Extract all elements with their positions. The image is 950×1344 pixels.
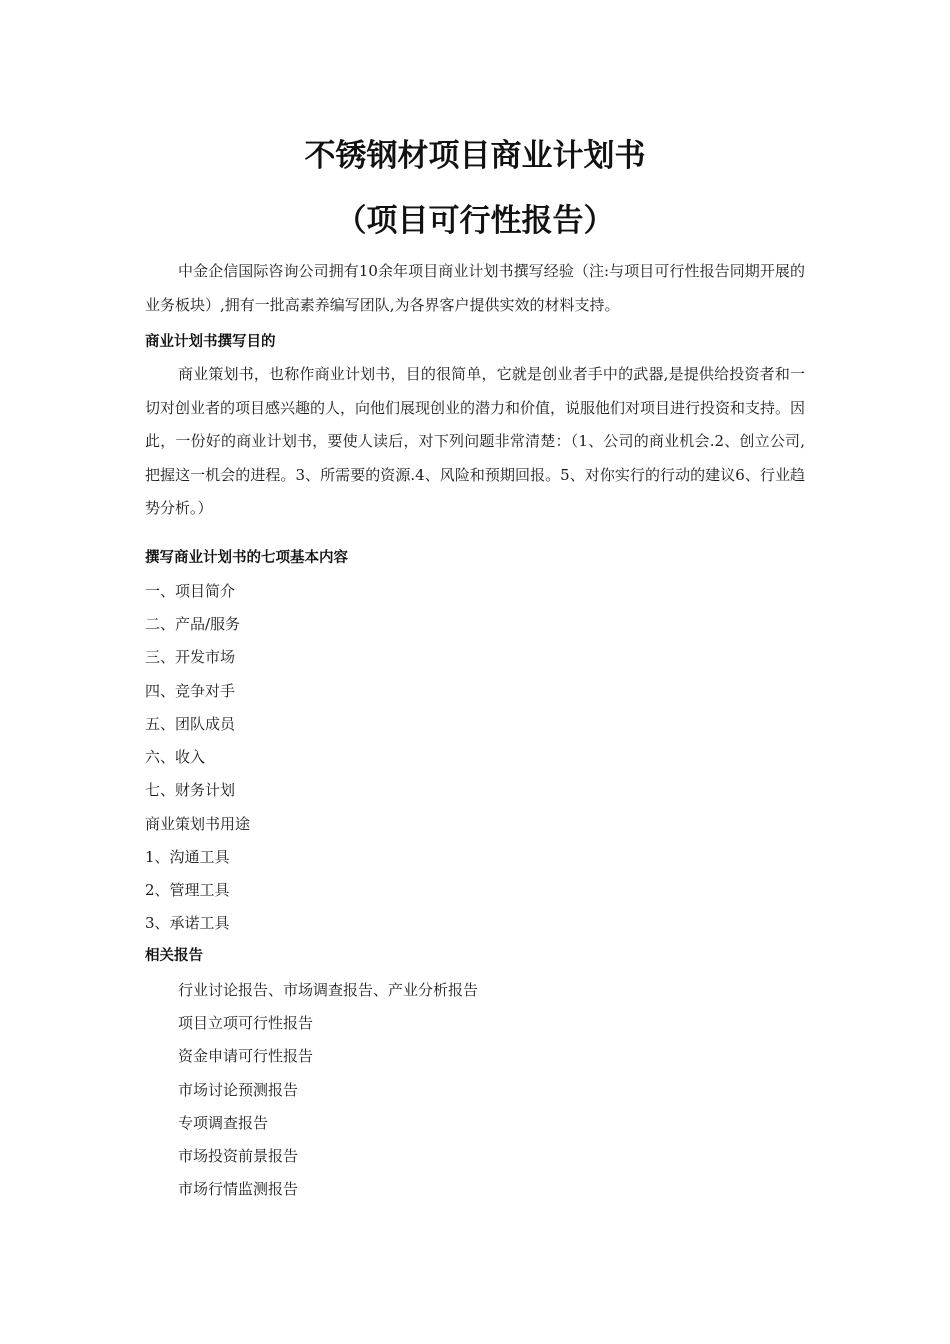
section-heading-related: 相关报告 xyxy=(145,948,203,964)
list-item: 市场投资前景报告 xyxy=(178,1147,299,1165)
list-item: 一、项目简介 xyxy=(145,582,236,600)
list-item: 2、管理工具 xyxy=(145,881,230,899)
list-item: 3、承诺工具 xyxy=(145,914,230,932)
list-item: 行业讨论报告、市场调查报告、产业分析报告 xyxy=(178,981,479,999)
list-item: 六、收入 xyxy=(145,748,206,766)
list-item: 五、团队成员 xyxy=(145,715,236,733)
list-item: 资金申请可行性报告 xyxy=(178,1047,314,1065)
section-heading-uses: 商业策划书用途 xyxy=(145,815,251,833)
purpose-paragraph: 商业策划书，也称作商业计划书，目的很简单，它就是创业者手中的武器,是提供给投资者和一切对创业者的项目感兴趣的人，向他们展现创业的潜力和价值，说服他们对项目进行投资和支持。因此，一份好的商业计划书，要使人读后，对下列问题非常清楚：（1、公司的商业机会.2、创立公司,把握这一机会的进程。3、所需要的资源.4、风险和预期回报。5、对你实行的行动的建议6、行业趋势分析。） xyxy=(145,365,806,517)
list-item: 三、开发市场 xyxy=(145,648,236,666)
intro-paragraph: 中金企信国际咨询公司拥有10余年项目商业计划书撰写经验（注:与项目可行性报告同期开展的业务板块）,拥有一批高素养编写团队,为各界客户提供实效的材料支持。 xyxy=(145,262,805,314)
section-heading-purpose: 商业计划书撰写目的 xyxy=(145,334,276,350)
section-heading-contents: 撰写商业计划书的七项基本内容 xyxy=(145,550,348,566)
list-item: 市场行情监测报告 xyxy=(178,1180,299,1198)
list-item: 四、竞争对手 xyxy=(145,682,236,700)
document-title: 不锈钢材项目商业计划书 xyxy=(304,138,646,174)
list-item: 市场讨论预测报告 xyxy=(178,1081,299,1099)
list-item: 1、沟通工具 xyxy=(145,848,230,866)
list-item: 专项调查报告 xyxy=(178,1114,269,1132)
list-item: 项目立项可行性报告 xyxy=(178,1014,314,1032)
list-item: 二、产品/服务 xyxy=(145,615,241,633)
document-subtitle: （项目可行性报告） xyxy=(335,203,615,239)
list-item: 七、财务计划 xyxy=(145,781,236,799)
